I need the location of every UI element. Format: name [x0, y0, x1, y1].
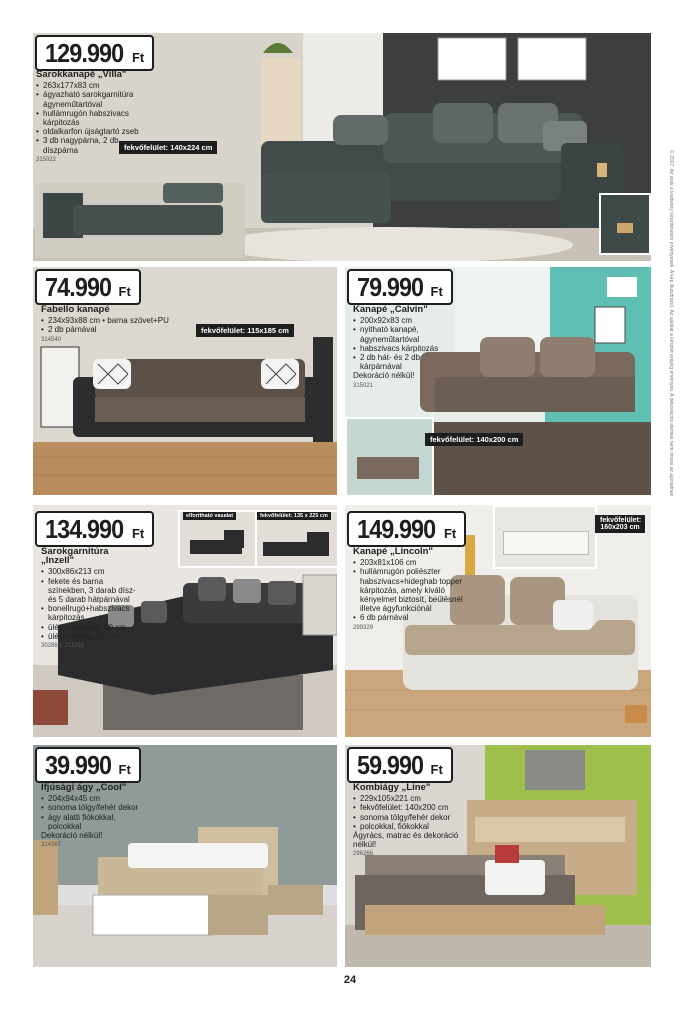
feature-item: • bonellrugó+habszivacs kárpitozás	[41, 604, 141, 622]
product-name: Sarokkanapé „Villa"	[36, 69, 127, 80]
feature-item: • ágyazható sarokgarnitúra ágyneműtartóval	[36, 90, 151, 108]
price-currency: Ft	[430, 762, 443, 777]
product-name: Kanapé „Lincoln"	[353, 546, 433, 557]
product-card-villa[interactable]	[33, 33, 651, 261]
feature-item: • habszivacs kárpitozás	[353, 344, 445, 353]
product-info-calvin	[353, 305, 445, 391]
product-code: 296266	[353, 851, 374, 858]
feature-list	[353, 558, 471, 622]
product-name: Sarokgarnitúra „Inzell"	[41, 546, 109, 567]
feature-item: • 263x177x83 cm	[36, 81, 151, 90]
swivel-fitting-tag: elforítható vasalat	[183, 512, 236, 520]
feature-item: • nyitható kanapé, ágyneműtartóval	[353, 325, 445, 343]
price-badge-inzell	[35, 511, 154, 547]
price-currency: Ft	[131, 50, 145, 65]
feature-item: • 6 db párnával	[353, 613, 471, 622]
feature-item: • 229x105x221 cm	[353, 794, 463, 803]
feature-item: • 234x93x88 cm • barna szövet+PU	[41, 316, 221, 325]
price-amount: 129.990	[45, 38, 124, 68]
feature-item: • hullámrugón habszivacs kárpitozás	[36, 109, 151, 127]
feature-item: • 203x81x106 cm	[353, 558, 471, 567]
price-currency: Ft	[131, 526, 145, 541]
feature-item: • 2 db hát- és 2 db kárpárnával	[353, 353, 445, 371]
feature-item: • oldalkarfon újságtartó zseb	[36, 127, 151, 136]
feature-item: • hullámrugón poliészter habszivacs+hideghab topper kárpitozás, amely kiváló kényelmet biztosít, beülésnél illetve ágyfunkciónál	[353, 567, 471, 613]
feature-item: • 204x94x45 cm	[41, 794, 151, 803]
product-info-inzell	[41, 547, 141, 651]
price-badge-calvin	[347, 269, 453, 305]
price-currency: Ft	[443, 526, 457, 541]
price-currency: Ft	[118, 762, 131, 777]
price-amount: 149.990	[357, 514, 436, 544]
price-badge-fabello	[35, 269, 141, 305]
price-amount: 74.990	[45, 272, 112, 302]
price-amount: 59.990	[357, 750, 424, 780]
feature-item: • ülésmélység: 62 cm	[41, 632, 141, 641]
product-info-fabello	[41, 305, 221, 345]
detail-photo-lincoln	[493, 505, 597, 569]
price-amount: 39.990	[45, 750, 112, 780]
feature-item: • sonoma tölgy/fehér dekor	[41, 803, 151, 812]
product-code: 302860, 311209	[41, 643, 84, 650]
legal-disclaimer-text: © 2017. Az árak a kiadvány készítésekor érvényesek. A kép illusztráció. Az ajánlat a készlet erejéig érvényes. A dekorációs elemek nem részei az ajánlatnak.	[668, 150, 674, 498]
feature-list	[353, 794, 463, 831]
sleeping-area-tag: fekvőfelület: 135 x 225 cm	[257, 512, 331, 520]
feature-item: • ülésmagasság: 40 cm	[41, 623, 141, 632]
feature-item: • 200x92x83 cm	[353, 316, 445, 325]
legal-disclaimer	[664, 150, 678, 910]
feature-list	[41, 794, 151, 831]
price-badge-line	[347, 747, 453, 783]
price-currency: Ft	[430, 284, 443, 299]
product-code: 314387	[41, 842, 62, 849]
price-amount: 79.990	[357, 272, 424, 302]
feature-item: • fekete és barna színekben, 3 darab dísz- és 5 darab hátpárnával	[41, 577, 141, 605]
product-name: Ifjúsági ágy „Cool"	[41, 782, 127, 793]
price-badge-cool	[35, 747, 141, 783]
price-badge-villa	[35, 35, 154, 71]
page-number: 24	[343, 974, 357, 986]
product-card-line[interactable]	[345, 745, 651, 967]
sleeping-area-tag: fekvőfelület: 140x224 cm	[119, 141, 217, 154]
product-card-cool[interactable]	[33, 745, 337, 967]
feature-item: • 3 db nagypárna, 2 db díszpárna	[36, 136, 151, 154]
feature-item: • fekvőfelület: 140x200 cm	[353, 803, 463, 812]
detail-photo-calvin	[345, 417, 434, 495]
feature-list	[353, 316, 445, 371]
product-code: 315022	[36, 156, 57, 163]
product-info-lincoln	[353, 547, 471, 633]
feature-item: • ágy alatti fiókokkal, polcokkal	[41, 813, 151, 831]
product-code: 314540	[41, 336, 62, 343]
price-currency: Ft	[118, 284, 131, 299]
product-card-fabello[interactable]	[33, 267, 337, 495]
sleeping-area-tag: fekvőfelület: 115x185 cm	[196, 324, 294, 337]
product-info-cool	[41, 783, 151, 850]
feature-item: • 2 db párnával	[41, 325, 221, 334]
product-code: 315021	[353, 382, 374, 389]
feature-item: • sonoma tölgy/fehér dekor	[353, 813, 463, 822]
feature-list	[41, 316, 221, 334]
detail-photo-villa	[599, 193, 651, 255]
product-card-lincoln[interactable]	[345, 505, 651, 737]
feature-item: • 300x86x213 cm	[41, 567, 141, 576]
product-card-inzell[interactable]	[33, 505, 337, 737]
decoration-note: Dekoráció nélkül!	[41, 831, 103, 841]
product-card-calvin[interactable]	[345, 267, 651, 495]
sleeping-area-tag: fekvőfelület: 140x200 cm	[425, 433, 523, 446]
decoration-note: Dekoráció nélkül!	[353, 371, 415, 381]
product-name: Fabello kanapé	[41, 304, 110, 315]
product-code: 299329	[353, 624, 374, 631]
feature-item: • polcokkal, fiókokkal	[353, 822, 463, 831]
price-badge-lincoln	[347, 511, 466, 547]
sleeping-area-tag: fekvőfelület: 160x203 cm	[595, 515, 645, 533]
decoration-note: Ágyrács, matrac és dekoráció nélkül!	[353, 831, 459, 850]
product-info-line	[353, 783, 463, 860]
product-name: Kanapé „Calvin"	[353, 304, 428, 315]
product-name: Kombiágy „Line"	[353, 782, 431, 793]
price-amount: 134.990	[45, 514, 124, 544]
feature-list	[41, 567, 141, 641]
